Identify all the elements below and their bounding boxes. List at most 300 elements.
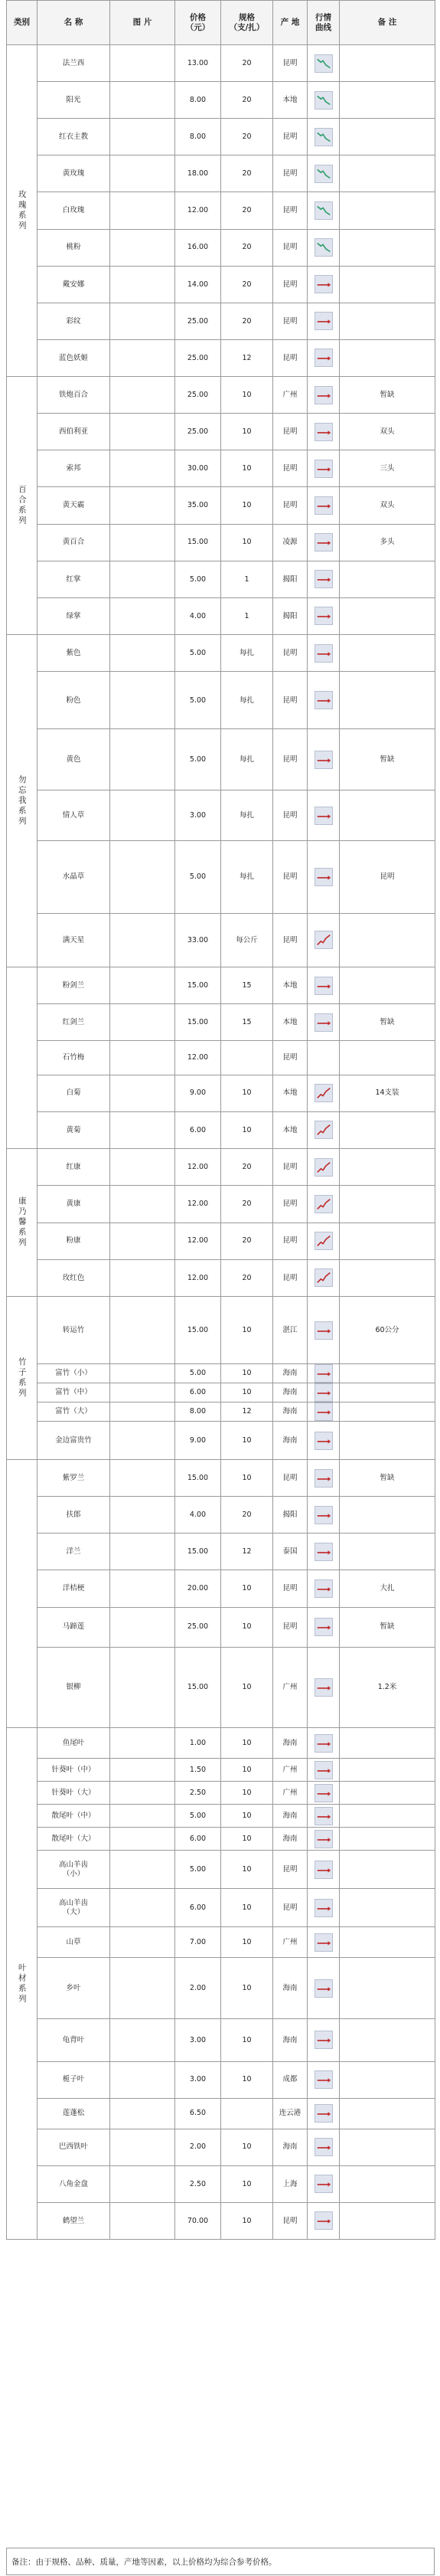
trend-chart-icon[interactable] bbox=[315, 349, 333, 367]
item-trend bbox=[308, 414, 340, 450]
item-price: 6.00 bbox=[175, 1111, 221, 1148]
item-trend bbox=[308, 1647, 340, 1727]
item-origin: 海南 bbox=[273, 1805, 308, 1828]
trend-chart-icon[interactable] bbox=[315, 1383, 333, 1402]
category-cell: 竹子系列 bbox=[7, 1297, 37, 1460]
table-row bbox=[7, 2165, 435, 2202]
item-name: 洋兰 bbox=[37, 1533, 110, 1570]
item-name: 鹤望兰 bbox=[37, 2202, 110, 2239]
trend-chart-icon[interactable] bbox=[315, 2031, 333, 2049]
item-origin: 昆明 bbox=[273, 266, 308, 303]
item-trend bbox=[308, 2129, 340, 2165]
item-origin: 昆明 bbox=[273, 1570, 308, 1607]
category-cell bbox=[7, 967, 37, 1149]
item-origin: 本地 bbox=[273, 1111, 308, 1148]
trend-chart-icon[interactable] bbox=[315, 1579, 333, 1598]
trend-chart-icon[interactable] bbox=[315, 1013, 333, 1032]
item-note bbox=[340, 2098, 435, 2129]
item-spec: 10 bbox=[221, 1805, 273, 1828]
table-row bbox=[7, 1728, 435, 1759]
item-price: 5.00 bbox=[175, 1364, 221, 1383]
item-origin: 昆明 bbox=[273, 1889, 308, 1927]
item-origin: 昆明 bbox=[273, 840, 308, 913]
item-origin: 昆明 bbox=[273, 303, 308, 339]
item-spec: 20 bbox=[221, 1223, 273, 1259]
item-price: 8.00 bbox=[175, 1403, 221, 1422]
item-spec: 20 bbox=[221, 45, 273, 82]
item-origin: 广州 bbox=[273, 1759, 308, 1782]
item-name: 索邦 bbox=[37, 450, 110, 487]
item-spec: 20 bbox=[221, 1186, 273, 1223]
item-note: 昆明 bbox=[340, 840, 435, 913]
item-origin: 广州 bbox=[273, 1927, 308, 1958]
item-spec: 20 bbox=[221, 1149, 273, 1186]
item-origin: 昆明 bbox=[273, 2202, 308, 2239]
table-row bbox=[7, 1041, 435, 1075]
trend-chart-icon[interactable] bbox=[315, 1543, 333, 1561]
item-name: 红康 bbox=[37, 1149, 110, 1186]
trend-chart-icon[interactable] bbox=[315, 1734, 333, 1753]
item-price: 25.00 bbox=[175, 339, 221, 376]
item-origin: 昆明 bbox=[273, 155, 308, 192]
item-note bbox=[340, 1149, 435, 1186]
item-price: 12.00 bbox=[175, 1186, 221, 1223]
item-price: 3.00 bbox=[175, 2019, 221, 2061]
item-trend bbox=[308, 1149, 340, 1186]
item-trend bbox=[308, 1297, 340, 1364]
table-row bbox=[7, 1460, 435, 1497]
item-name: 金边富贵竹 bbox=[37, 1422, 110, 1460]
item-name: 针葵叶（大） bbox=[37, 1782, 110, 1805]
category-cell: 玫瑰系列 bbox=[7, 45, 37, 377]
trend-chart-icon[interactable] bbox=[315, 1268, 333, 1287]
flower-price-table bbox=[6, 0, 435, 2240]
trend-chart-icon[interactable] bbox=[315, 128, 333, 146]
table-row bbox=[7, 524, 435, 561]
item-price: 2.50 bbox=[175, 2165, 221, 2202]
trend-chart-icon[interactable] bbox=[315, 1784, 333, 1802]
trend-chart-icon[interactable] bbox=[315, 460, 333, 478]
header-name: 名 称 bbox=[37, 1, 110, 45]
trend-chart-icon[interactable] bbox=[315, 1861, 333, 1879]
trend-chart-icon[interactable] bbox=[315, 691, 333, 709]
table-row bbox=[7, 1149, 435, 1186]
table-row bbox=[7, 1647, 435, 1727]
item-note: 暂缺 bbox=[340, 1460, 435, 1497]
item-name: 富竹（小） bbox=[37, 1364, 110, 1383]
item-image bbox=[110, 1889, 175, 1927]
table-row bbox=[7, 1004, 435, 1041]
item-price: 25.00 bbox=[175, 377, 221, 414]
trend-chart-icon[interactable] bbox=[315, 1364, 333, 1383]
trend-chart-icon[interactable] bbox=[315, 1807, 333, 1825]
item-image bbox=[110, 635, 175, 672]
item-origin: 昆明 bbox=[273, 450, 308, 487]
item-origin: 昆明 bbox=[273, 1186, 308, 1223]
table-row bbox=[7, 1403, 435, 1422]
item-origin: 昆明 bbox=[273, 487, 308, 524]
item-origin: 揭阳 bbox=[273, 561, 308, 597]
item-spec: 10 bbox=[221, 414, 273, 450]
item-image bbox=[110, 2098, 175, 2129]
item-price: 15.00 bbox=[175, 1297, 221, 1364]
item-price: 6.50 bbox=[175, 2098, 221, 2129]
table-row bbox=[7, 1889, 435, 1927]
trend-chart-icon[interactable] bbox=[315, 1403, 333, 1421]
item-image bbox=[110, 1497, 175, 1533]
item-spec: 20 bbox=[221, 229, 273, 266]
item-note bbox=[340, 1533, 435, 1570]
item-name: 马蹄莲 bbox=[37, 1607, 110, 1647]
item-name: 黄色 bbox=[37, 729, 110, 790]
item-spec: 10 bbox=[221, 1383, 273, 1403]
item-origin: 昆明 bbox=[273, 192, 308, 229]
trend-chart-icon[interactable] bbox=[315, 644, 333, 663]
item-note: 60公分 bbox=[340, 1297, 435, 1364]
trend-chart-icon[interactable] bbox=[315, 312, 333, 330]
item-trend bbox=[308, 1533, 340, 1570]
item-image bbox=[110, 1533, 175, 1570]
trend-chart-icon[interactable] bbox=[315, 533, 333, 552]
header-category: 类别 bbox=[7, 1, 37, 45]
item-image bbox=[110, 2202, 175, 2239]
item-trend bbox=[308, 524, 340, 561]
header-trend: 行情 曲线 bbox=[308, 1, 340, 45]
item-trend bbox=[308, 82, 340, 119]
trend-chart-icon[interactable] bbox=[315, 1084, 333, 1102]
item-price: 1.00 bbox=[175, 1728, 221, 1759]
trend-chart-icon[interactable] bbox=[315, 807, 333, 825]
trend-chart-icon[interactable] bbox=[315, 91, 333, 110]
item-spec: 1 bbox=[221, 597, 273, 634]
item-trend bbox=[308, 192, 340, 229]
item-spec: 20 bbox=[221, 266, 273, 303]
trend-chart-icon[interactable] bbox=[315, 1469, 333, 1488]
item-note bbox=[340, 1383, 435, 1403]
item-image bbox=[110, 1607, 175, 1647]
item-price: 25.00 bbox=[175, 414, 221, 450]
item-image bbox=[110, 1364, 175, 1383]
item-price: 30.00 bbox=[175, 450, 221, 487]
item-trend bbox=[308, 339, 340, 376]
item-note bbox=[340, 1805, 435, 1828]
item-note bbox=[340, 2129, 435, 2165]
item-note bbox=[340, 1497, 435, 1533]
item-price: 3.00 bbox=[175, 2061, 221, 2098]
item-image bbox=[110, 45, 175, 82]
item-trend bbox=[308, 2019, 340, 2061]
item-trend bbox=[308, 1958, 340, 2019]
table-row bbox=[7, 1111, 435, 1148]
trend-chart-icon[interactable] bbox=[315, 2175, 333, 2193]
item-name: 散尾叶（中） bbox=[37, 1805, 110, 1828]
item-trend bbox=[308, 1075, 340, 1111]
item-note bbox=[340, 561, 435, 597]
item-trend bbox=[308, 45, 340, 82]
item-spec: 20 bbox=[221, 82, 273, 119]
item-spec: 20 bbox=[221, 1259, 273, 1296]
table-row bbox=[7, 450, 435, 487]
table-row bbox=[7, 967, 435, 1004]
item-note bbox=[340, 1759, 435, 1782]
trend-chart-icon[interactable] bbox=[315, 201, 333, 220]
item-trend bbox=[308, 840, 340, 913]
item-spec: 每扎 bbox=[221, 840, 273, 913]
item-note: 双头 bbox=[340, 487, 435, 524]
trend-chart-icon[interactable] bbox=[315, 165, 333, 183]
item-name: 紫罗兰 bbox=[37, 1460, 110, 1497]
trend-chart-icon[interactable] bbox=[315, 1232, 333, 1250]
item-image bbox=[110, 1647, 175, 1727]
item-spec: 10 bbox=[221, 1607, 273, 1647]
item-price: 6.00 bbox=[175, 1828, 221, 1851]
item-image bbox=[110, 2061, 175, 2098]
trend-chart-icon[interactable] bbox=[315, 977, 333, 995]
item-image bbox=[110, 1186, 175, 1223]
item-origin: 本地 bbox=[273, 82, 308, 119]
trend-chart-icon[interactable] bbox=[315, 1158, 333, 1177]
trend-chart-icon[interactable] bbox=[315, 2104, 333, 2123]
item-trend bbox=[308, 561, 340, 597]
item-note bbox=[340, 790, 435, 840]
item-image bbox=[110, 1004, 175, 1041]
item-trend bbox=[308, 1403, 340, 1422]
header-origin: 产 地 bbox=[273, 1, 308, 45]
item-name: 莲蓬松 bbox=[37, 2098, 110, 2129]
item-trend bbox=[308, 1004, 340, 1041]
trend-chart-icon[interactable] bbox=[315, 54, 333, 73]
item-price: 20.00 bbox=[175, 1570, 221, 1607]
item-price: 7.00 bbox=[175, 1927, 221, 1958]
table-row bbox=[7, 790, 435, 840]
trend-chart-icon[interactable] bbox=[315, 275, 333, 293]
trend-chart-icon[interactable] bbox=[315, 1933, 333, 1952]
item-name: 洋桔梗 bbox=[37, 1570, 110, 1607]
table-row bbox=[7, 597, 435, 634]
item-price: 13.00 bbox=[175, 45, 221, 82]
item-note bbox=[340, 967, 435, 1004]
item-spec: 每扎 bbox=[221, 672, 273, 729]
table-row bbox=[7, 45, 435, 82]
item-trend bbox=[308, 487, 340, 524]
table-row bbox=[7, 2019, 435, 2061]
item-origin: 昆明 bbox=[273, 1149, 308, 1186]
item-origin: 广州 bbox=[273, 377, 308, 414]
item-spec: 10 bbox=[221, 1851, 273, 1889]
item-note: 暂缺 bbox=[340, 377, 435, 414]
item-note bbox=[340, 2019, 435, 2061]
item-name: 红衣主教 bbox=[37, 119, 110, 155]
item-spec: 10 bbox=[221, 1460, 273, 1497]
item-spec: 10 bbox=[221, 1782, 273, 1805]
trend-chart-icon[interactable] bbox=[315, 2138, 333, 2156]
trend-chart-icon[interactable] bbox=[315, 1432, 333, 1450]
item-price: 2.00 bbox=[175, 2129, 221, 2165]
item-name: 黄百合 bbox=[37, 524, 110, 561]
trend-chart-icon[interactable] bbox=[315, 496, 333, 515]
table-row bbox=[7, 913, 435, 967]
item-price: 15.00 bbox=[175, 1004, 221, 1041]
item-image bbox=[110, 597, 175, 634]
table-row bbox=[7, 1223, 435, 1259]
item-spec: 每扎 bbox=[221, 635, 273, 672]
table-row bbox=[7, 635, 435, 672]
item-note bbox=[340, 1041, 435, 1075]
trend-chart-icon[interactable] bbox=[315, 2211, 333, 2230]
item-origin: 本地 bbox=[273, 967, 308, 1004]
item-trend bbox=[308, 1570, 340, 1607]
item-name: 粉剑兰 bbox=[37, 967, 110, 1004]
footnote: 备注：由于规格、品种、质量，产地等因素，以上价格均为综合参考价格。 bbox=[6, 2548, 435, 2575]
item-note bbox=[340, 1927, 435, 1958]
item-price: 9.00 bbox=[175, 1422, 221, 1460]
trend-chart-icon[interactable] bbox=[315, 1618, 333, 1636]
table-row bbox=[7, 1297, 435, 1364]
item-price: 15.00 bbox=[175, 1533, 221, 1570]
trend-chart-icon[interactable] bbox=[315, 1321, 333, 1340]
trend-chart-icon[interactable] bbox=[315, 1979, 333, 1998]
item-trend bbox=[308, 1782, 340, 1805]
trend-chart-icon[interactable] bbox=[315, 1899, 333, 1917]
table-row bbox=[7, 1186, 435, 1223]
item-origin: 昆明 bbox=[273, 672, 308, 729]
item-image bbox=[110, 913, 175, 967]
item-note bbox=[340, 1403, 435, 1422]
item-price: 15.00 bbox=[175, 1460, 221, 1497]
item-origin: 昆明 bbox=[273, 729, 308, 790]
item-price: 3.00 bbox=[175, 790, 221, 840]
item-price: 25.00 bbox=[175, 1607, 221, 1647]
item-price: 9.00 bbox=[175, 1075, 221, 1111]
item-note bbox=[340, 597, 435, 634]
item-origin: 昆明 bbox=[273, 1041, 308, 1075]
item-note: 1.2米 bbox=[340, 1647, 435, 1727]
item-price: 12.00 bbox=[175, 1223, 221, 1259]
trend-chart-icon[interactable] bbox=[315, 570, 333, 588]
item-price: 5.00 bbox=[175, 1805, 221, 1828]
trend-chart-icon[interactable] bbox=[315, 931, 333, 949]
item-note: 三头 bbox=[340, 450, 435, 487]
trend-chart-icon[interactable] bbox=[315, 423, 333, 441]
item-origin: 昆明 bbox=[273, 1851, 308, 1889]
item-note bbox=[340, 2202, 435, 2239]
item-name: 山草 bbox=[37, 1927, 110, 1958]
item-name: 粉色 bbox=[37, 672, 110, 729]
item-name: 富竹（大） bbox=[37, 1403, 110, 1422]
item-trend bbox=[308, 1828, 340, 1851]
item-origin: 海南 bbox=[273, 1364, 308, 1383]
trend-chart-icon[interactable] bbox=[315, 1121, 333, 1139]
trend-chart-icon[interactable] bbox=[315, 607, 333, 625]
item-name: 戴安娜 bbox=[37, 266, 110, 303]
item-image bbox=[110, 790, 175, 840]
category-cell: 勿忘我系列 bbox=[7, 635, 37, 967]
trend-chart-icon[interactable] bbox=[315, 751, 333, 769]
header-image: 图 片 bbox=[110, 1, 175, 45]
table-row bbox=[7, 377, 435, 414]
item-trend bbox=[308, 1383, 340, 1403]
item-trend bbox=[308, 1759, 340, 1782]
table-row bbox=[7, 2129, 435, 2165]
item-origin: 昆明 bbox=[273, 635, 308, 672]
item-note: 多头 bbox=[340, 524, 435, 561]
item-image bbox=[110, 1383, 175, 1403]
item-name: 彩纹 bbox=[37, 303, 110, 339]
item-note bbox=[340, 45, 435, 82]
item-spec: 10 bbox=[221, 2165, 273, 2202]
trend-chart-icon[interactable] bbox=[315, 1761, 333, 1779]
item-spec: 10 bbox=[221, 1111, 273, 1148]
item-price: 25.00 bbox=[175, 303, 221, 339]
item-name: 龟背叶 bbox=[37, 2019, 110, 2061]
item-image bbox=[110, 1259, 175, 1296]
item-note bbox=[340, 635, 435, 672]
item-spec: 10 bbox=[221, 1297, 273, 1364]
item-note bbox=[340, 119, 435, 155]
table-row bbox=[7, 1958, 435, 2019]
item-trend bbox=[308, 377, 340, 414]
trend-chart-icon[interactable] bbox=[315, 1506, 333, 1524]
item-name: 石竹梅 bbox=[37, 1041, 110, 1075]
item-name: 情人草 bbox=[37, 790, 110, 840]
item-name: 满天星 bbox=[37, 913, 110, 967]
item-note bbox=[340, 229, 435, 266]
item-price: 5.00 bbox=[175, 672, 221, 729]
item-note bbox=[340, 1111, 435, 1148]
item-origin: 昆明 bbox=[273, 1223, 308, 1259]
item-image bbox=[110, 1759, 175, 1782]
trend-chart-icon[interactable] bbox=[315, 238, 333, 257]
item-image bbox=[110, 414, 175, 450]
item-note: 14支装 bbox=[340, 1075, 435, 1111]
item-origin: 昆明 bbox=[273, 119, 308, 155]
trend-chart-icon[interactable] bbox=[315, 1195, 333, 1213]
trend-chart-icon[interactable] bbox=[315, 1678, 333, 1697]
trend-chart-icon[interactable] bbox=[315, 386, 333, 404]
table-row bbox=[7, 2061, 435, 2098]
item-note bbox=[340, 1259, 435, 1296]
item-origin: 泰国 bbox=[273, 1533, 308, 1570]
item-spec: 20 bbox=[221, 1497, 273, 1533]
item-price: 12.00 bbox=[175, 1259, 221, 1296]
item-note bbox=[340, 1728, 435, 1759]
item-price: 4.00 bbox=[175, 597, 221, 634]
item-image bbox=[110, 1297, 175, 1364]
item-image bbox=[110, 450, 175, 487]
item-origin: 本地 bbox=[273, 1004, 308, 1041]
item-spec bbox=[221, 2098, 273, 2129]
item-note bbox=[340, 1782, 435, 1805]
item-image bbox=[110, 2165, 175, 2202]
trend-chart-icon[interactable] bbox=[315, 868, 333, 886]
item-origin: 海南 bbox=[273, 1403, 308, 1422]
category-cell: 康乃馨系列 bbox=[7, 1149, 37, 1297]
trend-chart-icon[interactable] bbox=[315, 1830, 333, 1848]
trend-chart-icon[interactable] bbox=[315, 2070, 333, 2089]
item-note bbox=[340, 1828, 435, 1851]
header-note: 备 注 bbox=[340, 1, 435, 45]
table-row bbox=[7, 1607, 435, 1647]
category-cell bbox=[7, 1460, 37, 1728]
item-name: 黄菊 bbox=[37, 1111, 110, 1148]
item-name: 高山羊齿 （大） bbox=[37, 1889, 110, 1927]
item-name: 桃粉 bbox=[37, 229, 110, 266]
item-note bbox=[340, 303, 435, 339]
item-price: 16.00 bbox=[175, 229, 221, 266]
item-price: 6.00 bbox=[175, 1383, 221, 1403]
item-price: 8.00 bbox=[175, 82, 221, 119]
item-name: 针葵叶（中） bbox=[37, 1759, 110, 1782]
